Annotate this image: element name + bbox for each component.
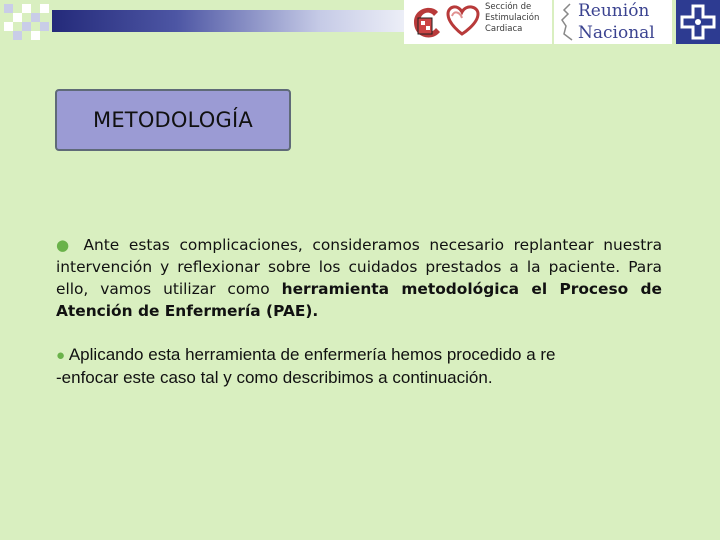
decor-square — [4, 4, 13, 13]
decor-square — [31, 13, 40, 22]
slide-title: METODOLOGÍA — [93, 108, 253, 132]
logo-text-line: Estimulación — [485, 13, 540, 23]
logo-text-line: Sección de — [485, 2, 532, 12]
paragraph-2 — [56, 344, 676, 389]
header-gradient-bar — [52, 10, 408, 32]
logo-text — [485, 2, 551, 35]
paragraph-2-line-1 — [56, 344, 676, 367]
paragraph-2-text-2: -enfocar este caso tal y como describimos a continuación. — [56, 368, 493, 387]
decor-square — [40, 22, 49, 31]
decor-square — [22, 22, 31, 31]
decor-square — [13, 13, 22, 22]
decor-square — [4, 22, 13, 31]
title-box — [55, 89, 291, 151]
decor-square — [22, 4, 31, 13]
paragraph-1-text: Ante estas complicaciones, consideramos necesario replantear nuestra intervención y reflexionar sobre los cuidados prestados a la paciente. Para ello, vamos utilizar como — [56, 236, 663, 298]
paragraph-1 — [56, 234, 662, 322]
logo-text-line: Cardiaca — [485, 24, 523, 34]
header-band — [0, 0, 720, 44]
decor-square — [13, 31, 22, 40]
cross-logo-icon — [676, 0, 720, 44]
decor-square — [31, 31, 40, 40]
bullet-dot-icon: ● — [56, 236, 74, 254]
paragraph-1-bold: herramienta metodológica el Proceso de Atención de Enfermería (PAE). — [56, 280, 663, 320]
reunion-line: Nacional — [578, 23, 655, 43]
paragraph-2-text-1: Aplicando esta herramienta de enfermería hemos procedido a re — [65, 345, 556, 364]
cross-logo-panel — [676, 0, 720, 44]
reunion-line: Reunión — [578, 1, 650, 21]
heart-logo-icon — [404, 0, 484, 44]
bullet-dot-icon: ● — [56, 347, 66, 364]
decor-square — [40, 4, 49, 13]
reunion-nacional-logo — [578, 0, 670, 44]
